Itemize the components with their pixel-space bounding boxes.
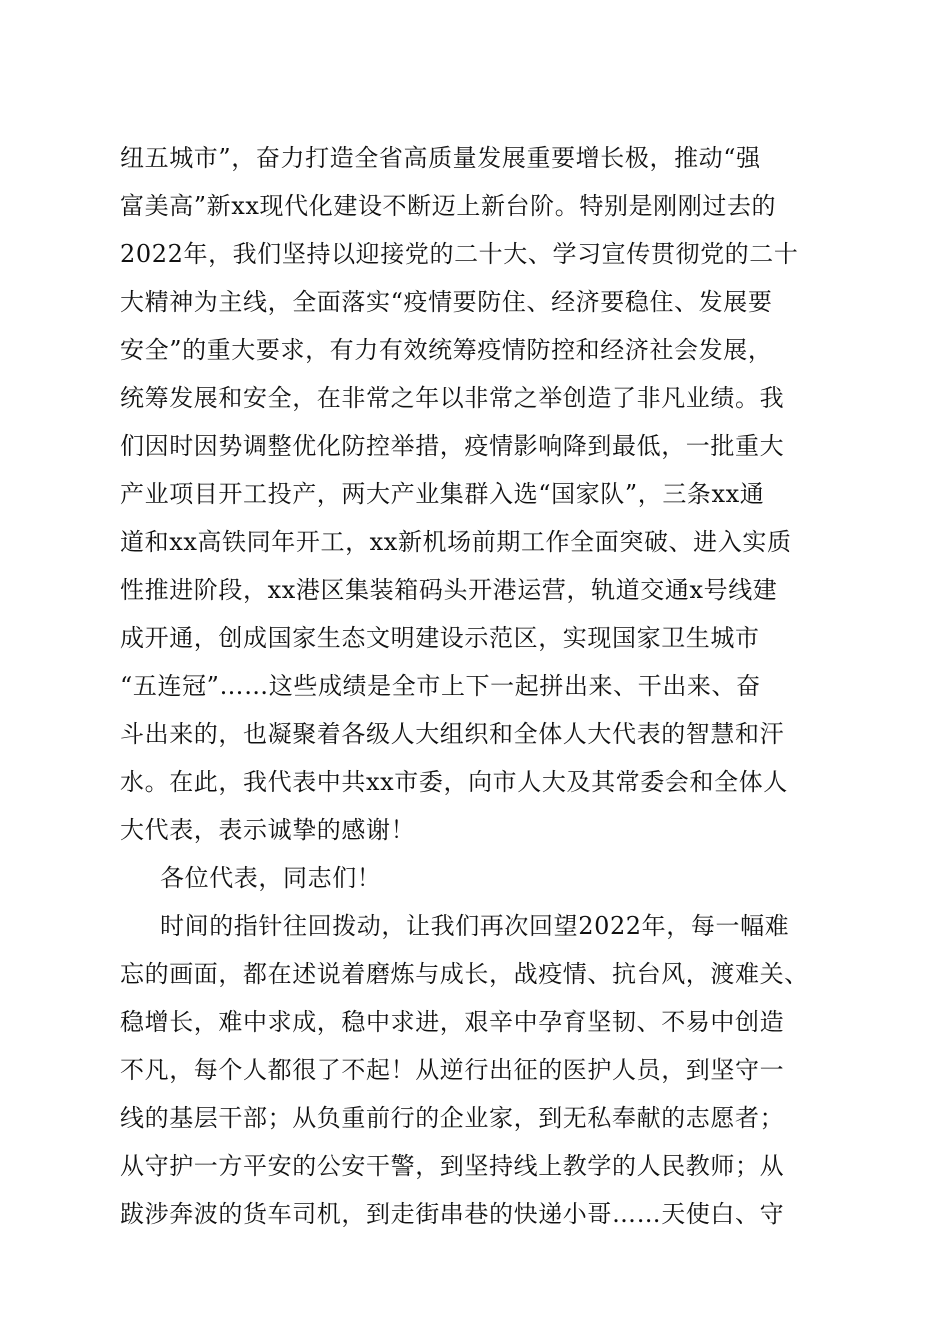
text-line: 富美高”新xx现代化建设不断迈上新台阶。特别是刚刚过去的 xyxy=(120,192,777,220)
text-line: 2022年，我们坚持以迎接党的二十大、学习宣传贯彻党的二十 xyxy=(120,240,799,268)
paragraph-achievements xyxy=(120,134,832,854)
text-line: 道和xx高铁同年开工，xx新机场前期工作全面突破、进入实质 xyxy=(120,528,792,556)
paragraph-salutation xyxy=(120,854,832,902)
text-line: 稳增长，难中求成，稳中求进，艰辛中孕育坚韧、不易中创造 xyxy=(120,1008,785,1036)
text-line: 水。在此，我代表中共xx市委，向市人大及其常委会和全体人 xyxy=(120,768,788,796)
paragraph-review xyxy=(120,902,832,1238)
text-line: 大精神为主线，全面落实“疫情要防住、经济要稳住、发展要 xyxy=(120,288,773,316)
body-text xyxy=(120,134,832,1238)
text-line: 不凡，每个人都很了不起！从逆行出征的医护人员，到坚守一 xyxy=(120,1056,785,1084)
salutation-line: 各位代表，同志们！ xyxy=(160,864,382,892)
text-line: 从守护一方平安的公安干警，到坚持线上教学的人民教师；从 xyxy=(120,1152,785,1180)
text-line: 纽五城市”，奋力打造全省高质量发展重要增长极，推动“强 xyxy=(120,144,761,172)
text-line: 产业项目开工投产，两大产业集群入选“国家队”，三条xx通 xyxy=(120,480,765,508)
text-line: 大代表，表示诚挚的感谢！ xyxy=(120,816,416,844)
text-line: “五连冠”……这些成绩是全市上下一起拼出来、干出来、奋 xyxy=(120,672,761,700)
text-line: 忘的画面，都在述说着磨炼与成长，战疫情、抗台风，渡难关、 xyxy=(120,960,809,988)
text-line: 性推进阶段，xx港区集装箱码头开港运营，轨道交通x号线建 xyxy=(120,576,778,604)
text-line: 统筹发展和安全，在非常之年以非常之举创造了非凡业绩。我 xyxy=(120,384,785,412)
text-line: 时间的指针往回拨动，让我们再次回望2022年，每一幅难 xyxy=(160,912,790,940)
text-line: 们因时因势调整优化防控举措，疫情影响降到最低，一批重大 xyxy=(120,432,785,460)
text-line: 斗出来的，也凝聚着各级人大组织和全体人大代表的智慧和汗 xyxy=(120,720,785,748)
text-line: 线的基层干部；从负重前行的企业家，到无私奉献的志愿者； xyxy=(120,1104,785,1132)
text-line: 成开通，创成国家生态文明建设示范区，实现国家卫生城市 xyxy=(120,624,760,652)
text-line: 安全”的重大要求，有力有效统筹疫情防控和经济社会发展， xyxy=(120,336,773,364)
text-line: 跋涉奔波的货车司机，到走街串巷的快递小哥……天使白、守 xyxy=(120,1200,785,1228)
